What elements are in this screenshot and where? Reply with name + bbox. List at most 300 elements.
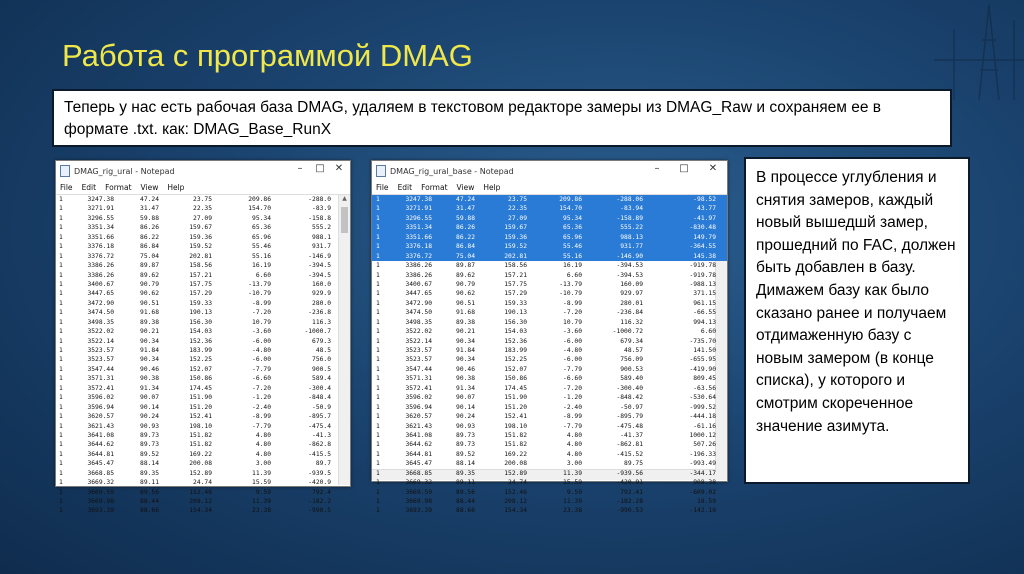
text-cell: 90.24 <box>140 413 159 421</box>
text-cell: 1 <box>376 328 380 336</box>
text-line[interactable] <box>56 403 350 412</box>
text-line[interactable] <box>372 450 727 459</box>
text-cell: 1 <box>59 328 63 336</box>
text-cell: -6.60 <box>252 375 271 383</box>
text-cell: 22.35 <box>508 205 527 213</box>
text-cell: 156.30 <box>189 318 212 326</box>
text-line[interactable] <box>56 289 350 298</box>
text-cell: 88.14 <box>140 460 159 468</box>
text-cell: 1 <box>376 318 380 326</box>
text-cell: -1.20 <box>252 394 271 402</box>
text-line[interactable] <box>56 271 350 280</box>
text-cell: 89.52 <box>456 450 475 458</box>
text-cell: -364.55 <box>689 243 716 251</box>
text-cell: 10.79 <box>252 318 271 326</box>
text-cell: 151.20 <box>504 403 527 411</box>
text-cell: 159.67 <box>504 224 527 232</box>
close-icon[interactable]: ✕ <box>334 163 344 174</box>
text-cell: 151.82 <box>189 431 212 439</box>
text-line[interactable] <box>372 355 727 364</box>
text-cell: 3376.18 <box>87 243 114 251</box>
text-cell: 1 <box>376 347 380 354</box>
text-cell: -999.52 <box>689 403 716 411</box>
text-cell: -415.52 <box>616 450 643 458</box>
text-cell: 55.16 <box>563 252 582 260</box>
text-cell: -63.56 <box>693 384 716 392</box>
text-cell: 1 <box>59 356 63 364</box>
text-cell: 190.13 <box>504 309 527 317</box>
text-cell: 91.68 <box>456 309 475 317</box>
text-line[interactable] <box>56 459 350 468</box>
text-cell: 1 <box>59 441 63 449</box>
text-line[interactable] <box>372 214 727 223</box>
text-cell: 1 <box>376 403 380 411</box>
notepad-window-raw[interactable] <box>55 160 351 515</box>
menu-edit[interactable]: Edit <box>397 183 413 192</box>
text-cell: 1 <box>376 299 380 307</box>
text-line[interactable] <box>56 299 350 308</box>
text-cell: -41.3 <box>312 431 331 439</box>
text-cell: 3522.14 <box>87 337 114 345</box>
text-cell: 3376.18 <box>405 243 432 251</box>
text-cell: -300.40 <box>616 384 643 392</box>
text-cell: -344.17 <box>689 469 716 477</box>
text-cell: -300.4 <box>308 384 331 392</box>
text-cell: 3571.31 <box>405 375 432 383</box>
text-cell: 3472.90 <box>87 299 114 307</box>
text-cell: -895.79 <box>616 413 643 421</box>
text-line[interactable] <box>56 195 350 204</box>
text-cell: 65.96 <box>252 233 271 241</box>
text-cell: 31.47 <box>456 205 475 213</box>
text-cell: 89.11 <box>456 479 475 487</box>
text-cell: 116.32 <box>620 318 643 326</box>
text-line[interactable] <box>56 252 350 261</box>
text-cell: 95.34 <box>252 214 271 222</box>
text-cell: 95.34 <box>563 214 582 222</box>
text-cell: -288.06 <box>616 196 643 203</box>
text-cell: -288.0 <box>308 196 331 203</box>
text-cell: 1 <box>376 337 380 345</box>
text-line[interactable] <box>56 223 350 232</box>
text-cell: 90.34 <box>140 356 159 364</box>
text-line[interactable] <box>372 440 727 449</box>
text-cell: 3693.39 <box>405 507 432 515</box>
text-cell: 1 <box>376 224 380 232</box>
text-cell: 3669.59 <box>87 488 114 496</box>
text-cell: 89.56 <box>456 488 475 496</box>
text-cell: 756.09 <box>620 356 643 364</box>
text-line[interactable] <box>56 214 350 223</box>
text-cell: 1 <box>59 347 63 354</box>
text-cell: -862.8 <box>308 441 331 449</box>
text-cell: 3547.44 <box>87 365 114 373</box>
text-line[interactable] <box>372 459 727 468</box>
text-cell: -919.78 <box>689 262 716 270</box>
text-line[interactable] <box>372 204 727 213</box>
text-cell: 151.90 <box>504 394 527 402</box>
text-cell: 1 <box>376 233 380 241</box>
text-cell: 4.80 <box>255 441 271 449</box>
text-cell: 3669.32 <box>405 479 432 487</box>
text-cell: 11.39 <box>252 469 271 477</box>
maximize-icon[interactable]: □ <box>679 163 689 174</box>
text-cell: 145.38 <box>693 252 716 260</box>
text-cell: 151.20 <box>189 403 212 411</box>
text-line[interactable] <box>56 346 350 355</box>
text-cell: 90.34 <box>456 337 475 345</box>
text-area[interactable] <box>56 195 350 515</box>
text-cell: 22.35 <box>193 205 212 213</box>
text-line[interactable] <box>56 431 350 440</box>
text-cell: 3669.98 <box>405 498 432 505</box>
text-cell: 27.09 <box>508 214 527 222</box>
notepad-window-base[interactable] <box>371 160 728 515</box>
text-cell: 59.88 <box>456 214 475 222</box>
text-cell: 11.39 <box>563 498 582 505</box>
text-cell: 169.22 <box>504 450 527 458</box>
text-cell: 152.36 <box>189 337 212 345</box>
text-cell: -8.99 <box>252 413 271 421</box>
text-line[interactable] <box>372 195 727 204</box>
notepad-doc-icon <box>60 165 70 177</box>
text-cell: 89.7 <box>315 460 331 468</box>
text-cell: 3572.41 <box>405 384 432 392</box>
text-cell: 3641.08 <box>87 431 114 439</box>
text-cell: 1 <box>59 224 63 232</box>
menu-format[interactable]: Format <box>421 183 448 192</box>
text-cell: 1 <box>376 394 380 402</box>
slide-title: Работа с программой DMAG <box>62 38 473 73</box>
text-cell: 160.09 <box>620 280 643 288</box>
text-line[interactable] <box>56 440 350 449</box>
text-cell: -895.7 <box>308 413 331 421</box>
text-cell: 88.44 <box>140 498 159 505</box>
text-cell: 1 <box>59 375 63 383</box>
window-titlebar[interactable] <box>372 161 727 181</box>
text-cell: -394.5 <box>308 271 331 279</box>
text-cell: 157.29 <box>504 290 527 298</box>
text-cell: 1 <box>59 403 63 411</box>
text-cell: 152.89 <box>189 469 212 477</box>
text-cell: 208.12 <box>189 498 212 505</box>
text-cell: 90.34 <box>140 337 159 345</box>
text-cell: 23.38 <box>252 507 271 515</box>
text-cell: 91.34 <box>456 384 475 392</box>
text-line[interactable] <box>56 233 350 242</box>
text-line[interactable] <box>56 204 350 213</box>
text-cell: -7.79 <box>563 365 582 373</box>
text-line[interactable] <box>372 497 727 506</box>
text-cell: 152.25 <box>189 356 212 364</box>
window-titlebar[interactable] <box>56 161 350 181</box>
text-line[interactable] <box>56 488 350 497</box>
text-cell: 1 <box>376 413 380 421</box>
text-line[interactable] <box>372 271 727 280</box>
text-line[interactable] <box>372 384 727 393</box>
text-cell: 90.38 <box>140 375 159 383</box>
text-cell: 3498.35 <box>87 318 114 326</box>
text-cell: 1 <box>376 205 380 213</box>
text-cell: 55.46 <box>563 243 582 251</box>
maximize-icon[interactable]: □ <box>315 163 325 174</box>
menu-view[interactable]: View <box>140 183 159 192</box>
text-cell: -394.53 <box>616 262 643 270</box>
text-cell: -4.80 <box>252 347 271 354</box>
text-cell: -50.9 <box>312 403 331 411</box>
text-cell: 3474.50 <box>87 309 114 317</box>
text-cell: -655.95 <box>689 356 716 364</box>
text-cell: 59.88 <box>140 214 159 222</box>
intro-text-box: Теперь у нас есть рабочая база DMAG, удаляем в текстовом редакторе замеры из DMAG_Raw и сохраняем ее в формате .txt. как: DMAG_Base_RunX <box>52 89 952 147</box>
text-cell: 3621.43 <box>87 422 114 430</box>
text-cell: 1 <box>376 422 380 430</box>
text-cell: 929.97 <box>620 290 643 298</box>
text-line[interactable] <box>56 450 350 459</box>
text-cell: 159.52 <box>189 243 212 251</box>
text-line[interactable] <box>372 506 727 515</box>
text-cell: -4.80 <box>563 347 582 354</box>
text-line[interactable] <box>372 252 727 261</box>
text-cell: -6.00 <box>563 356 582 364</box>
text-cell: 6.60 <box>255 271 271 279</box>
menu-format[interactable]: Format <box>105 183 132 192</box>
text-cell: 1 <box>59 460 63 468</box>
minimize-icon[interactable]: – <box>297 163 303 174</box>
text-cell: 1 <box>59 413 63 421</box>
text-cell: 3498.35 <box>405 318 432 326</box>
text-line[interactable] <box>56 422 350 431</box>
text-line[interactable] <box>56 327 350 336</box>
text-cell: -50.97 <box>620 403 643 411</box>
text-line[interactable] <box>372 318 727 327</box>
text-cell: 89.35 <box>456 469 475 477</box>
text-line[interactable] <box>372 308 727 317</box>
text-cell: 15.59 <box>563 479 582 487</box>
text-cell: 23.38 <box>563 507 582 515</box>
menu-edit[interactable]: Edit <box>81 183 97 192</box>
text-cell: 209.86 <box>248 196 271 203</box>
text-cell: 154.70 <box>248 205 271 213</box>
text-cell: 3447.65 <box>405 290 432 298</box>
text-line[interactable] <box>56 497 350 506</box>
text-cell: 152.46 <box>189 488 212 496</box>
text-cell: -41.37 <box>620 431 643 439</box>
text-cell: 1 <box>59 337 63 345</box>
text-cell: 994.13 <box>693 318 716 326</box>
text-cell: 1 <box>59 450 63 458</box>
text-cell: 3.00 <box>566 460 582 468</box>
text-cell: 3620.57 <box>87 413 114 421</box>
text-cell: 1 <box>376 450 380 458</box>
text-cell: 3296.55 <box>405 214 432 222</box>
text-cell: 555.2 <box>312 224 331 232</box>
text-line[interactable] <box>372 233 727 242</box>
text-cell: 90.46 <box>140 365 159 373</box>
text-line[interactable] <box>56 393 350 402</box>
text-line[interactable] <box>56 374 350 383</box>
text-cell: 507.26 <box>693 441 716 449</box>
text-cell: 86.22 <box>456 233 475 241</box>
text-cell: -990.5 <box>308 507 331 515</box>
menu-file[interactable]: File <box>60 183 73 192</box>
text-cell: 151.82 <box>504 431 527 439</box>
text-cell: 988.1 <box>312 233 331 241</box>
text-line[interactable] <box>56 506 350 515</box>
text-line[interactable] <box>56 280 350 289</box>
text-cell: 90.51 <box>456 299 475 307</box>
text-cell: 90.79 <box>456 280 475 288</box>
text-cell: 86.84 <box>140 243 159 251</box>
text-line[interactable] <box>372 488 727 497</box>
text-cell: 91.68 <box>140 309 159 317</box>
text-cell: 88.66 <box>456 507 475 515</box>
text-line[interactable] <box>56 242 350 251</box>
text-cell: -8.99 <box>252 299 271 307</box>
text-cell: 90.38 <box>456 375 475 383</box>
text-cell: -475.48 <box>616 422 643 430</box>
text-cell: -419.90 <box>689 365 716 373</box>
menu-bar <box>372 181 727 195</box>
text-cell: 151.90 <box>189 394 212 402</box>
text-line[interactable] <box>56 478 350 487</box>
text-cell: -146.90 <box>616 252 643 260</box>
text-cell: 159.36 <box>189 233 212 241</box>
text-cell: 1 <box>376 375 380 383</box>
text-line[interactable] <box>372 412 727 421</box>
text-cell: 3547.44 <box>405 365 432 373</box>
text-cell: -2.40 <box>563 403 582 411</box>
text-line[interactable] <box>56 308 350 317</box>
text-line[interactable] <box>372 393 727 402</box>
text-cell: 202.81 <box>189 252 212 260</box>
text-cell: -993.49 <box>689 460 716 468</box>
text-line[interactable] <box>372 422 727 431</box>
text-line[interactable] <box>56 355 350 364</box>
text-cell: 55.16 <box>252 252 271 260</box>
text-cell: -939.56 <box>616 469 643 477</box>
text-cell: 90.34 <box>456 356 475 364</box>
text-cell: 141.50 <box>693 347 716 354</box>
text-cell: 3523.57 <box>405 356 432 364</box>
text-line[interactable] <box>372 403 727 412</box>
text-line[interactable] <box>372 261 727 270</box>
text-line[interactable] <box>372 327 727 336</box>
close-icon[interactable]: ✕ <box>708 163 718 174</box>
text-cell: -41.97 <box>693 214 716 222</box>
text-area[interactable] <box>372 195 727 515</box>
text-cell: 1 <box>59 507 63 515</box>
text-cell: 160.0 <box>312 280 331 288</box>
menu-help[interactable]: Help <box>483 183 501 192</box>
window-title: DMAG_rig_ural_base - Notepad <box>390 166 514 176</box>
text-cell: 90.62 <box>456 290 475 298</box>
text-cell: 4.80 <box>255 431 271 439</box>
text-cell: -7.20 <box>563 384 582 392</box>
text-line[interactable] <box>372 469 727 478</box>
text-line[interactable] <box>56 384 350 393</box>
text-line[interactable] <box>372 242 727 251</box>
text-cell: -415.5 <box>308 450 331 458</box>
text-cell: 1 <box>59 252 63 260</box>
text-cell: 90.14 <box>140 403 159 411</box>
text-line[interactable] <box>56 261 350 270</box>
explanation-text-box: В процессе углубления и снятия замеров, каждый новый вышедшй замер, прошедний по FAC, должен быть добавлен в базу. Димажем базу как было сказано ранее и получаем отдимаженную базу с новым замером (в конце списка), у которого и смотрим скореченное значение азимута. <box>744 157 970 484</box>
minimize-icon[interactable]: – <box>654 163 660 174</box>
text-line[interactable] <box>372 478 727 487</box>
menu-help[interactable]: Help <box>167 183 185 192</box>
text-line[interactable] <box>56 412 350 421</box>
text-cell: -158.89 <box>616 214 643 222</box>
text-line[interactable] <box>372 337 727 346</box>
text-cell: 1 <box>376 214 380 222</box>
text-cell: -420.91 <box>616 479 643 487</box>
text-line[interactable] <box>56 318 350 327</box>
text-line[interactable] <box>372 346 727 355</box>
text-cell: 3271.91 <box>405 205 432 213</box>
text-cell: 11.39 <box>563 469 582 477</box>
text-cell: 157.75 <box>189 280 212 288</box>
text-cell: 89.52 <box>140 450 159 458</box>
text-line[interactable] <box>372 365 727 374</box>
text-line[interactable] <box>372 299 727 308</box>
text-cell: 75.04 <box>140 252 159 260</box>
text-line[interactable] <box>56 469 350 478</box>
scroll-up-icon[interactable]: ▲ <box>342 195 347 202</box>
text-line[interactable] <box>56 337 350 346</box>
text-cell: 90.79 <box>140 280 159 288</box>
text-cell: 152.41 <box>189 413 212 421</box>
text-cell: 589.40 <box>620 375 643 383</box>
text-cell: -444.18 <box>689 413 716 421</box>
text-cell: 159.67 <box>189 224 212 232</box>
text-cell: 3474.50 <box>405 309 432 317</box>
text-cell: 3247.38 <box>87 196 114 203</box>
text-cell: 1 <box>59 318 63 326</box>
window-title: DMAG_rig_ural - Notepad <box>74 166 175 176</box>
text-cell: 1 <box>59 243 63 251</box>
text-line[interactable] <box>372 223 727 232</box>
text-line[interactable] <box>372 374 727 383</box>
text-cell: 3522.02 <box>87 328 114 336</box>
text-cell: 371.15 <box>693 290 716 298</box>
text-cell: -2.40 <box>252 403 271 411</box>
text-cell: 792.4 <box>312 488 331 496</box>
text-cell: 55.46 <box>252 243 271 251</box>
text-line[interactable] <box>372 431 727 440</box>
text-cell: -1.20 <box>563 394 582 402</box>
text-cell: 1 <box>376 196 380 203</box>
text-cell: 174.45 <box>189 384 212 392</box>
text-line[interactable] <box>372 289 727 298</box>
text-line[interactable] <box>56 365 350 374</box>
text-cell: 91.84 <box>140 347 159 354</box>
menu-view[interactable]: View <box>456 183 475 192</box>
text-cell: 158.56 <box>189 262 212 270</box>
text-cell: 90.24 <box>456 413 475 421</box>
text-cell: 1 <box>59 469 63 477</box>
text-cell: 1 <box>376 309 380 317</box>
text-cell: 152.36 <box>504 337 527 345</box>
text-line[interactable] <box>372 280 727 289</box>
text-cell: 1 <box>59 394 63 402</box>
text-cell: 65.36 <box>563 224 582 232</box>
menu-file[interactable]: File <box>376 183 389 192</box>
text-cell: -66.55 <box>693 309 716 317</box>
text-cell: 1 <box>59 422 63 430</box>
text-cell: 1 <box>376 488 380 496</box>
text-cell: 1 <box>59 262 63 270</box>
